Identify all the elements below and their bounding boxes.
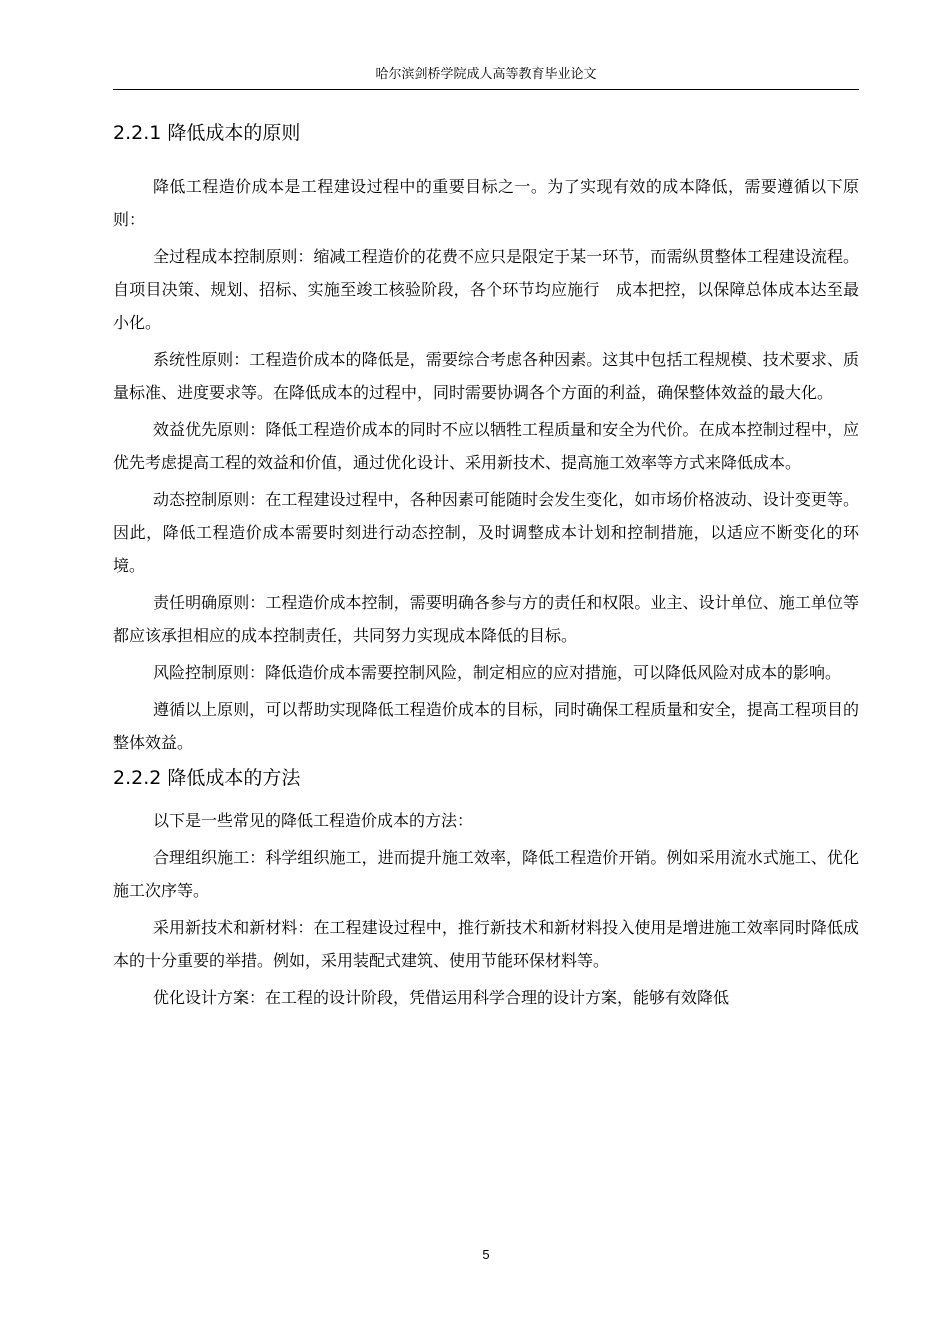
paragraph: 效益优先原则：降低工程造价成本的同时不应以牺牲工程质量和安全为代价。在成本控制过程中，应优先考虑提高工程的效益和价值，通过优化设计、采用新技术、提高施工效率等方式来降低成本。: [113, 420, 859, 472]
header-rule: [113, 89, 859, 90]
paragraph: 采用新技术和新材料：在工程建设过程中，推行新技术和新材料投入使用是增进施工效率同时降低成本的十分重要的举措。例如，采用装配式建筑、使用节能环保材料等。: [113, 918, 859, 970]
paragraph: 动态控制原则：在工程建设过程中，各种因素可能随时会发生变化，如市场价格波动、设计变更等。因此，降低工程造价成本需要时刻进行动态控制，及时调整成本计划和控制措施，以适应不断变化的环境。: [113, 490, 859, 575]
section-heading: 2.2.1 降低成本的原则: [113, 122, 301, 144]
paragraph: 责任明确原则：工程造价成本控制，需要明确各参与方的责任和权限。业主、设计单位、施工单位等都应该承担相应的成本控制责任，共同努力实现成本降低的目标。: [113, 593, 859, 645]
paragraph: 优化设计方案：在工程的设计阶段，凭借运用科学合理的设计方案，能够有效降低: [153, 988, 730, 1007]
paragraph: 合理组织施工：科学组织施工，进而提升施工效率，降低工程造价开销。例如采用流水式施工、优化施工次序等。: [113, 848, 859, 900]
paragraph: 遵循以上原则，可以帮助实现降低工程造价成本的目标，同时确保工程质量和安全，提高工程项目的整体效益。: [113, 700, 859, 752]
section-heading: 2.2.2 降低成本的方法: [113, 767, 301, 789]
paragraph: 风险控制原则：降低造价成本需要控制风险，制定相应的应对措施，可以降低风险对成本的影响。: [153, 663, 842, 682]
paragraph: 降低工程造价成本是工程建设过程中的重要目标之一。为了实现有效的成本降低，需要遵循以下原则：: [113, 177, 859, 229]
document-body: [113, 118, 859, 1018]
paragraph: 以下是一些常见的降低工程造价成本的方法：: [153, 811, 474, 830]
paragraph: 全过程成本控制原则：缩减工程造价的花费不应只是限定于某一环节，而需纵贯整体工程建设流程。 自项目决策、规划、招标、实施至竣工核验阶段，各个环节均应施行 成本把控，以保障总体成本达至最小化。: [113, 247, 859, 332]
paragraph: 系统性原则：工程造价成本的降低是，需要综合考虑各种因素。这其中包括工程规模、技术要求、质量标准、进度要求等。在降低成本的过程中，同时需要协调各个方面的利益，确保整体效益的最大化。: [113, 350, 859, 402]
page-number: 5: [482, 1247, 490, 1262]
running-header: 哈尔滨剑桥学院成人高等教育毕业论文: [375, 67, 597, 82]
